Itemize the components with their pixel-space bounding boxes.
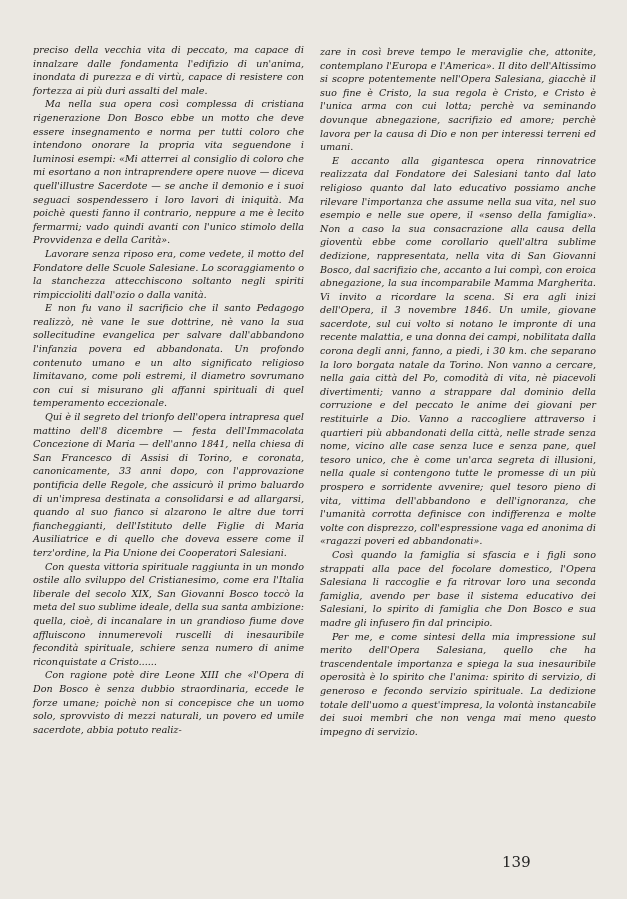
paragraph: zare in così breve tempo le meraviglie che, attonite, contemplano l'Europa e l'America». Il dito dell'Altissimo si scopre potentemente nell'Opera Salesiana, giacchè il suo fine è Cristo, la sua regola è Cristo, e Cristo è l'unica arma con cui lotta; perchè va seminando dovunque abnegazione, sacrifizio ed amore; perchè lavora per la causa di Dio e non per interessi terreni ed umani. <box>320 47 596 154</box>
paragraph: E non fu vano il sacrificio che il santo Pedagogo realizzò, nè vane le sue dottrine, nè vano la sua sollecitudine evangelica per salvare dall'abbandono l'infanzia povera ed abbandonata. Un profondo contenuto umano e un alto significato religioso limitavano, come poli estremi, il diametro sovrumano con cui si misurano gli affanni spirituali di quel temperamento eccezionale. <box>33 303 304 410</box>
paragraph: Con ragione potè dire Leone XIII che «l'Opera di Don Bosco è senza dubbio straordinaria, eccede le forze umane; poichè non si concepisce che un uomo solo, sprovvisto di mezzi naturali, un povero ed umile sacerdote, abbia potuto realiz- <box>33 670 304 736</box>
paragraph: E accanto alla gigantesca opera rinnovatrice realizzata dal Fondatore dei Salesiani tanto dal lato religioso quanto dal lato educativo possiamo anche rilevare l'importanza che assume nella sua vita, nel suo esempio e nelle sue opere, il «senso della famiglia». Non a caso la sua consacrazione alla causa della gioventù ebbe come corollario quell'altra sublime dedizione, rappresentata, nella vita di San Giovanni Bosco, dal sacrifizio che, accanto a lui compì, con eroica abnegazione, la sua incomparabile Mamma Margherita. Vi invito a ricordare la scena. Si era agli inizi dell'Opera, il 3 novembre 1846. Un umile, giovane sacerdote, sul cui volto si notano le impronte di una recente malattia, e una donna dei campi, nobilitata dalla corona degli anni, fanno, a piedi, i 30 km. che separano la loro borgata natale da Torino. Non vanno a cercare, nella gaia città del Po, comodità di vita, nè piacevoli divertimenti; vanno a strappare dal dominio della corruzione e del peccato le anime dei giovani per restituirle a Dio. Vanno a raccogliere attraverso i quartieri più abbandonati della città, nelle strade senza nome, vicino alle case senza luce e senza pane, quel tesoro unico, che è come un'arca segreta di illusioni, nella quale si contengono tutte le promesse di un più prospero e sorridente avvenire; quel tesoro pieno di vita, vittima dell'abbandono e dell'ignoranza, che l'umanità corrotta definisce con indifferenza e molte volte con disprezzo, coll'espressione vaga ed anonima di «ragazzi poveri ed abbandonati». <box>320 155 596 548</box>
paragraph: Ma nella sua opera così complessa di cristiana rigenerazione Don Bosco ebbe un motto che deve essere insegnamento e norma per tutti coloro che intendono onorare la propria vita seguendone i luminosi esempi: «Mi atterrei al consiglio di coloro che mi esortano a non intraprendere opere nuove — diceva quell'illustre Sacerdote — se anche il demonio e i suoi seguaci sospendessero i loro lavori di iniquità. Ma poichè questi fanno il contrario, neppure a me è lecito fermarmi; vado quindi avanti con l'unico stimolo della Provvidenza e della Carità». <box>33 99 304 247</box>
paragraph: Qui è il segreto del trionfo dell'opera intrapresa quel mattino dell'8 dicembre — festa dell'Immacolata Concezione di Maria — dell'anno 1841, nella chiesa di San Francesco di Assisi di Torino, e coronata, canonicamente, 33 anni dopo, con l'approvazione pontificia delle Regole, che assicurò il primo baluardo di un'impresa destinata a consolidarsi e ad allargarsi, quando al suo fianco si alzarono le altre due torri fiancheggianti, dell'Istituto delle Figlie di Maria Ausiliatrice e di quello che doveva essere come il terz'ordine, la Pia Unione dei Cooperatori Salesiani. <box>33 412 304 559</box>
paragraph: preciso della vecchia vita di peccato, ma capace di innalzare dalle fondamenta l'edifizio di un'anima, inondata di purezza e di virtù, capace di resistere con fortezza ai più duri assalti del male. <box>33 45 304 97</box>
paragraph: Lavorare senza riposo era, come vedete, il motto del Fondatore delle Scuole Salesiane. Lo scoraggiamento o la stanchezza attecchiscono soltanto negli spiriti rimpiccioliti dall'ozio o dalla vanità. <box>33 248 304 301</box>
left-text-column <box>33 44 304 737</box>
paragraph: Così quando la famiglia si sfascia e i figli sono strappati alla pace del focolare domestico, l'Opera Salesiana li raccoglie e fa ritrovar loro una seconda famiglia, avendo per base il sistema educativo dei Salesiani, lo spirito di famiglia che Don Bosco e sua madre gli infusero fin dal principio. <box>320 549 596 629</box>
paragraph: Per me, e come sintesi della mia impressione sul merito dell'Opera Salesiana, quello che ha trascendentale importanza e spiega la sua inesauribile operosità è lo spirito che l'anima: spirito di servizio, di generoso e fecondo servizio spirituale. La dedizione totale dell'uomo a quest'impresa, la volontà instancabile dei suoi membri che non venga mai meno questo impegno di servizio. <box>320 631 596 738</box>
page-number: 139 <box>502 853 531 871</box>
right-text-column <box>320 46 596 739</box>
paragraph: Con questa vittoria spirituale raggiunta in un mondo ostile allo sviluppo del Cristianesimo, come era l'Italia liberale del secolo XIX, San Giovanni Bosco toccò la meta del suo sublime ideale, della sua santa ambizione: quella, cioè, di incanalare in un grandioso fiume dove affluiscono innumerevoli ruscelli di inesauribile fecondità spirituale, schiere senza numero di anime riconquistate a Cristo...... <box>33 561 304 668</box>
